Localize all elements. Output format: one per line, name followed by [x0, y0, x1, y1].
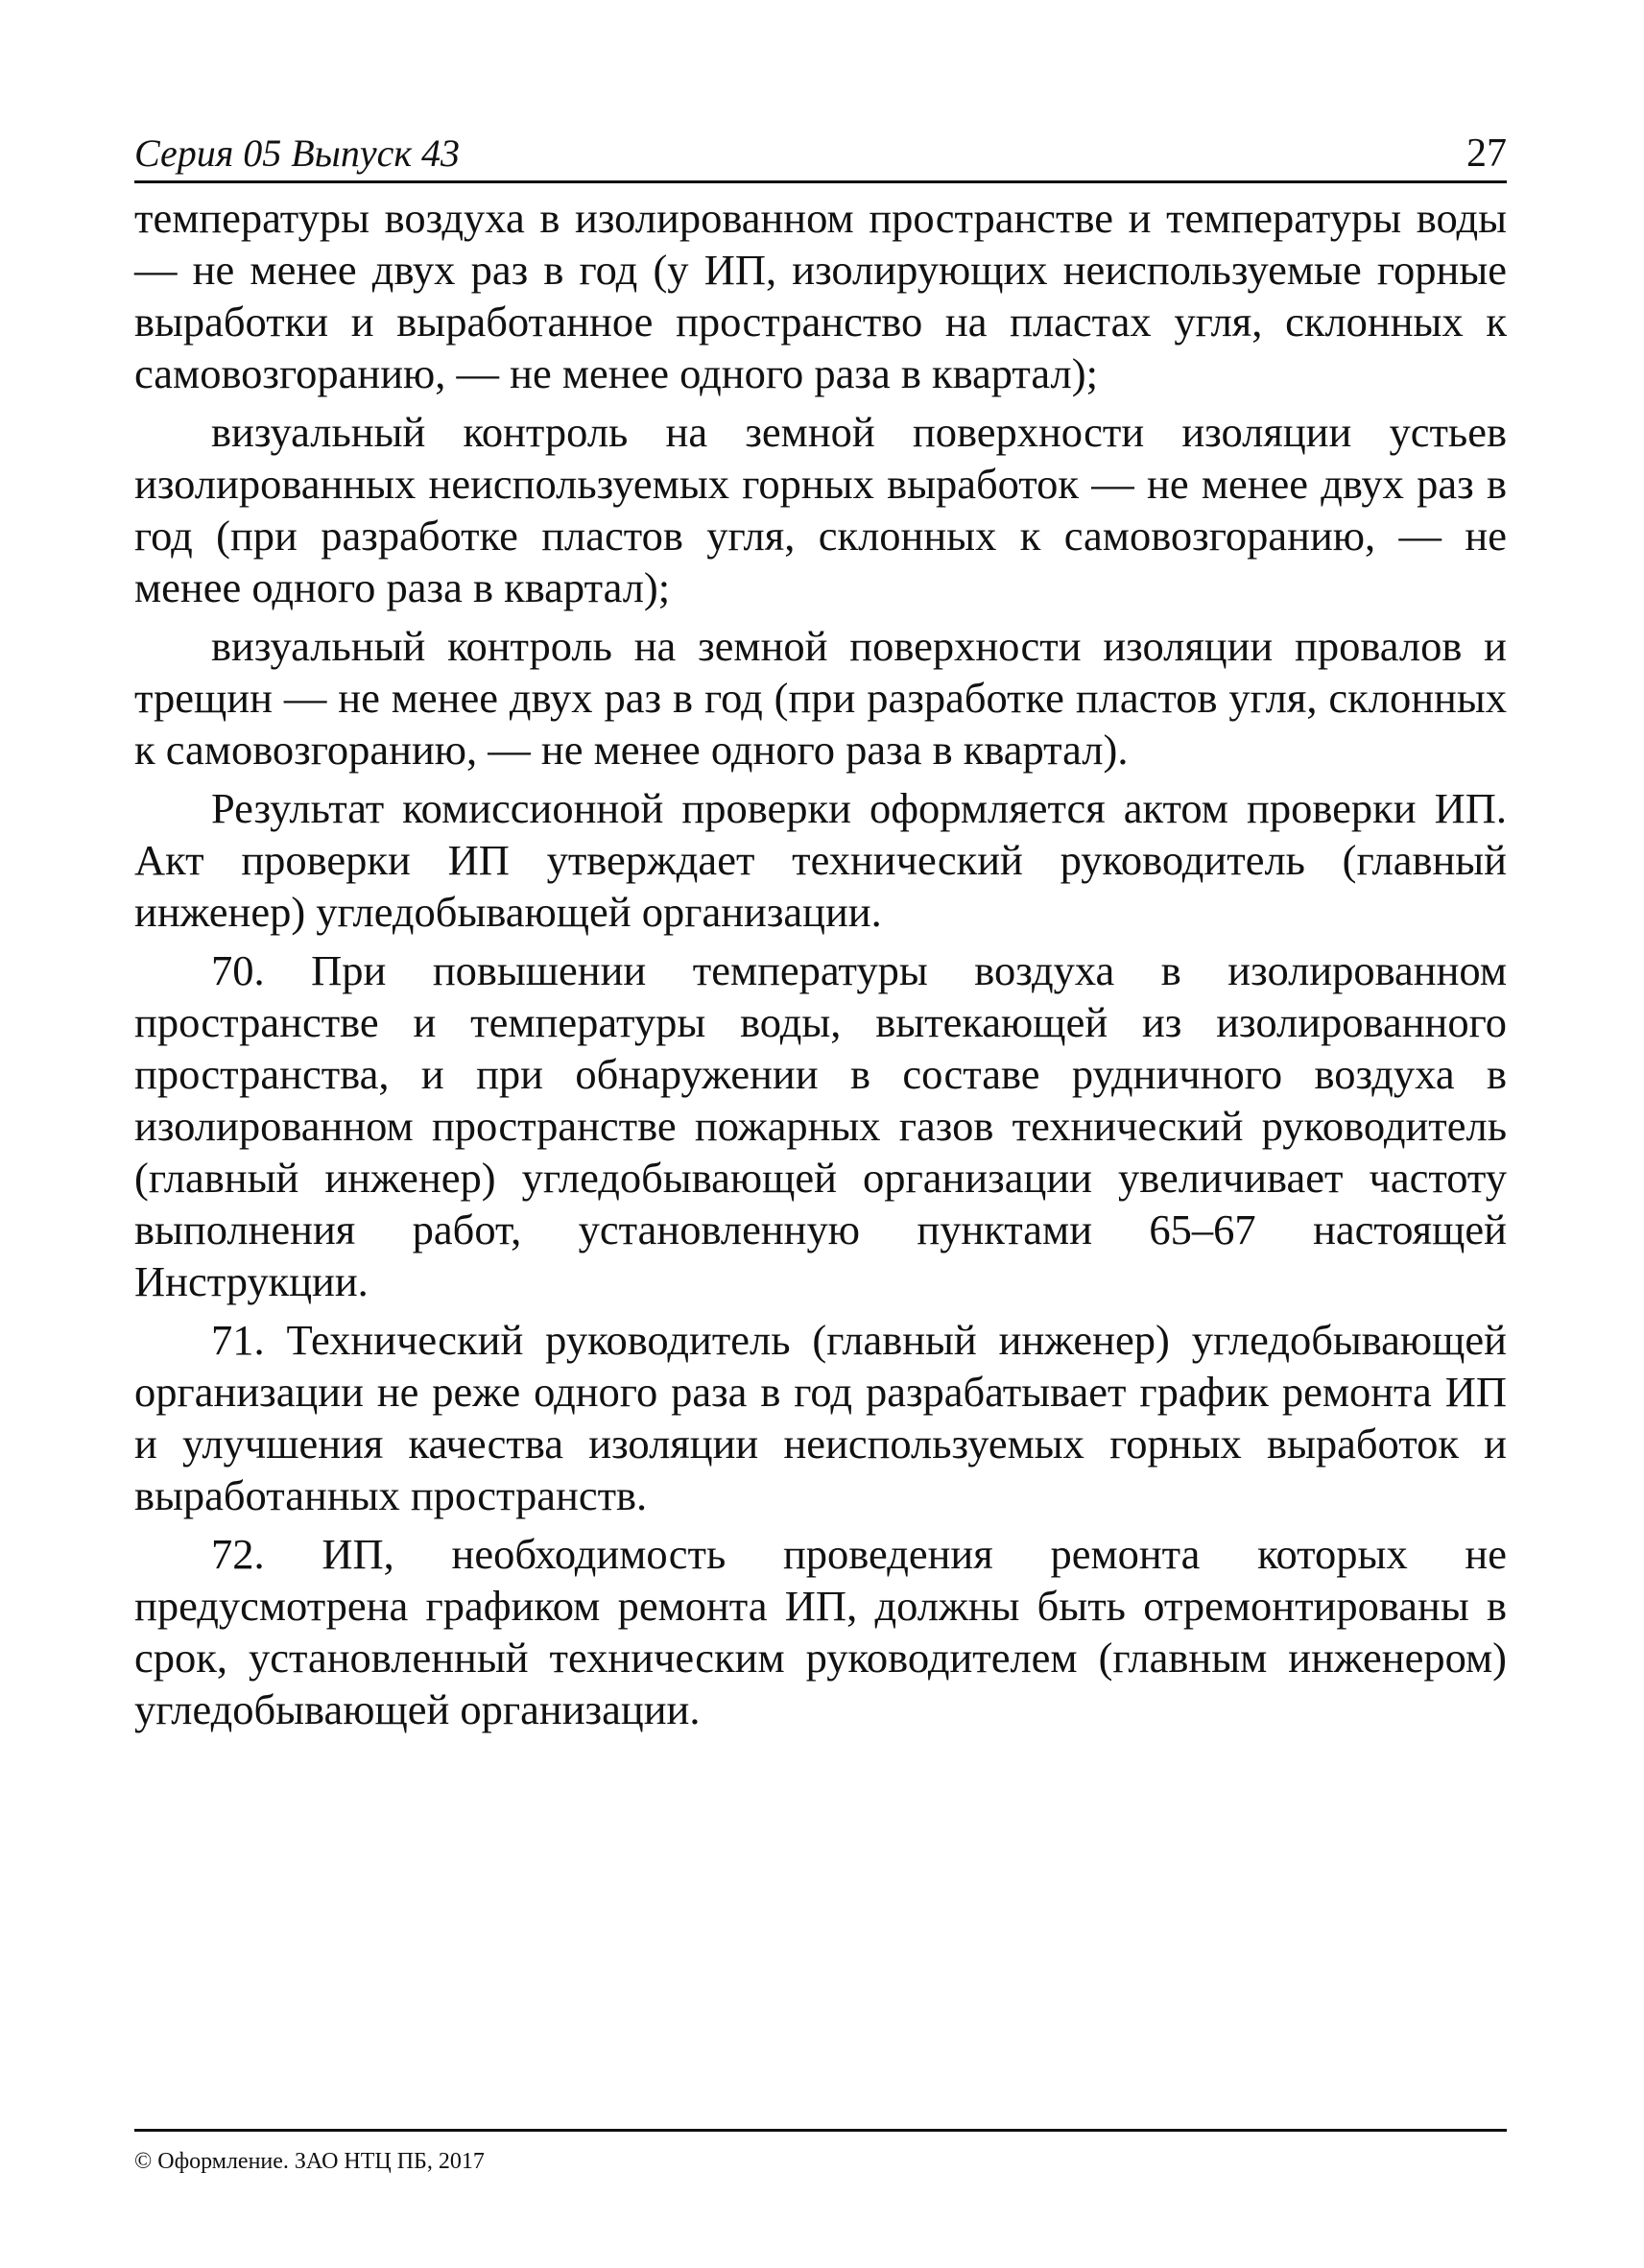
paragraph-item-70: 70. При повышении температуры воздуха в изолированном пространстве и температуры воды, вытекающей из изолированного пространства, и при обнаружении в составе рудничного воздуха в изолированном пространстве пожарных газов технический руководитель (главный инженер) угледобывающей организации увеличивает частоту выполнения работ, установленную пунктами 65–67 настоящей Инструкции.	[134, 946, 1507, 1305]
paragraph-item-71: 71. Технический руководитель (главный инженер) угледобывающей организации не реже одного раза в год разрабатывает график ремонта ИП и улучшения качества изоляции неиспользуемых горных выработок и выработанных пространств.	[134, 1316, 1507, 1519]
paragraph-continuation: температуры воздуха в изолированном пространстве и температуры воды — не менее двух раз в год (у ИП, изолирующих неиспользуемые горные выработки и выработанное пространство на пластах угля, склонных к самовозгоранию, — не менее одного раза в квартал);	[134, 194, 1507, 397]
body-text	[134, 192, 1507, 1742]
page-footer	[134, 2129, 1507, 2176]
paragraph-visual-control-mouths: визуальный контроль на земной поверхности изоляции устьев изолированных неиспользуемых горных выработок — не менее двух раз в год (при разработке пластов угля, склонных к самовозгоранию, — не менее одного раза в квартал);	[134, 408, 1507, 611]
paragraph-commission-result: Результат комиссионной проверки оформляется актом проверки ИП. Акт проверки ИП утверждает технический руководитель (главный инженер) угледобывающей организации.	[134, 784, 1507, 936]
page-header	[134, 127, 1507, 183]
paragraph-visual-control-cracks: визуальный контроль на земной поверхности изоляции провалов и трещин — не менее двух раз в год (при разработке пластов угля, склонных к самовозгоранию, — не менее одного раза в квартал).	[134, 622, 1507, 774]
page-number: 27	[1466, 131, 1507, 176]
series-title: Серия 05 Выпуск 43	[134, 131, 461, 175]
footer-copyright: © Оформление. ЗАО НТЦ ПБ, 2017	[134, 2149, 485, 2174]
paragraph-item-72: 72. ИП, необходимость проведения ремонта которых не предусмотрена графиком ремонта ИП, должны быть отремонтированы в срок, установленный техническим руководителем (главным инженером) угледобывающей организации.	[134, 1530, 1507, 1733]
